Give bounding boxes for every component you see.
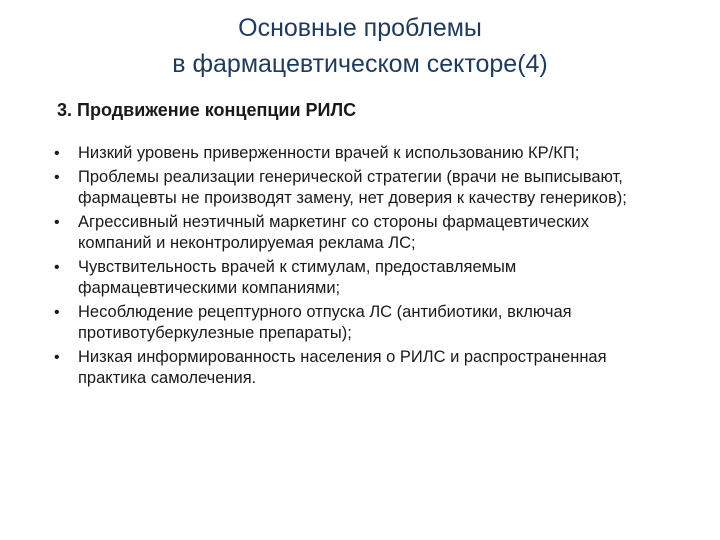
slide-title-line-1: Основные проблемы [238,14,482,42]
section-heading: 3. Продвижение концепции РИЛС [57,100,357,120]
bullet-text: Низкая информированность населения о РИЛС и распространенная практика самолечения. [78,348,607,387]
bullet-dot-icon: • [54,214,60,231]
bullet-item [42,347,660,389]
bullet-item [42,257,660,299]
bullet-text: Проблемы реализации генерической стратегии (врачи не выписывают, фармацевты не производят замену, нет доверия к качеству генериков); [78,168,627,207]
bullet-list [42,143,660,392]
bullet-dot-icon: • [54,259,60,276]
slide-title [60,10,660,82]
bullet-text: Чувствительность врачей к стимулам, предоставляемым фармацевтическими компаниями; [78,258,517,297]
bullet-item [42,212,660,254]
bullet-dot-icon: • [54,304,60,321]
bullet-text: Агрессивный неэтичный маркетинг со стороны фармацевтических компаний и неконтролируемая реклама ЛС; [78,213,590,252]
bullet-dot-icon: • [54,145,60,162]
bullet-item [42,143,660,164]
bullet-item [42,167,660,209]
bullet-item [42,302,660,344]
slide-title-line-2: в фармацевтическом секторе(4) [172,50,548,78]
bullet-dot-icon: • [54,169,60,186]
bullet-text: Низкий уровень приверженности врачей к использованию КР/КП; [78,144,580,162]
bullet-dot-icon: • [54,349,60,366]
bullet-text: Несоблюдение рецептурного отпуска ЛС (антибиотики, включая противотуберкулезные препараты); [78,303,572,342]
